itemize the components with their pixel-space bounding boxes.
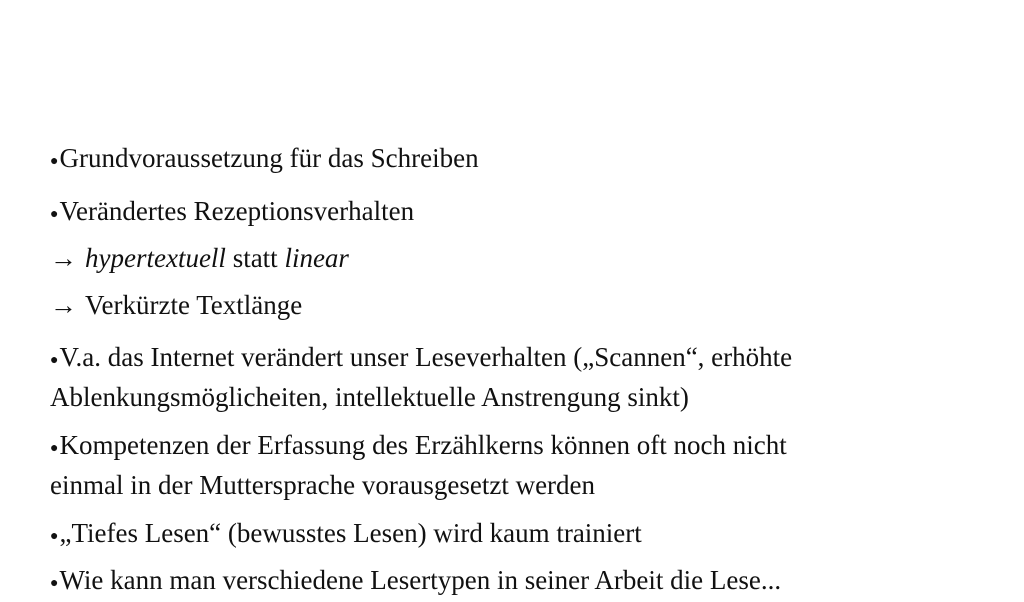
bullet-icon: ● [50,441,59,456]
bullet-icon: ● [50,154,59,169]
bullet-text: Verändertes Rezeptionsverhalten [59,196,415,226]
arrow-item-textlaenge [50,287,950,324]
arrow-text: Verkürzte Textlänge [85,290,303,320]
bullet-text: Grundvoraussetzung für das Schreiben [59,143,479,173]
italic-term-linear: linear [284,243,349,273]
italic-term-hypertextuell: hypertextuell [85,243,226,273]
bullet-text-line2: Ablenkungsmöglicheiten, intellektuelle Anstrengung sinkt) [50,382,689,412]
arrow-icon: → [50,243,77,273]
bullet-item-rezeptionsverhalten [50,193,950,233]
bullet-text-line1: Kompetenzen der Erfassung des Erzählkerns können oft noch nicht [59,430,787,460]
bullet-item-tiefes-lesen [50,515,950,555]
bullet-item-lesertypen [50,562,950,602]
bullet-text-line1: V.a. das Internet verändert unser Leseverhalten („Scannen“, erhöhte [59,342,793,372]
arrow-icon: → [50,290,77,320]
bullet-item-internet [50,339,950,416]
bullet-text: Wie kann man verschiedene Lesertypen in seiner Arbeit die Lese... [59,565,782,595]
arrow-item-hypertextuell [50,240,950,277]
bullet-text: „Tiefes Lesen“ (bewusstes Lesen) wird kaum trainiert [59,518,642,548]
bullet-icon: ● [50,353,59,368]
plain-text: statt [225,243,285,273]
bullet-item-grundvoraussetzung [50,140,950,180]
bullet-icon: ● [50,576,59,591]
bullet-icon: ● [50,529,59,544]
bullet-text-line2: einmal in der Muttersprache vorausgesetzt werden [50,470,596,500]
bullet-item-kompetenzen [50,427,950,504]
bullet-icon: ● [50,207,59,222]
